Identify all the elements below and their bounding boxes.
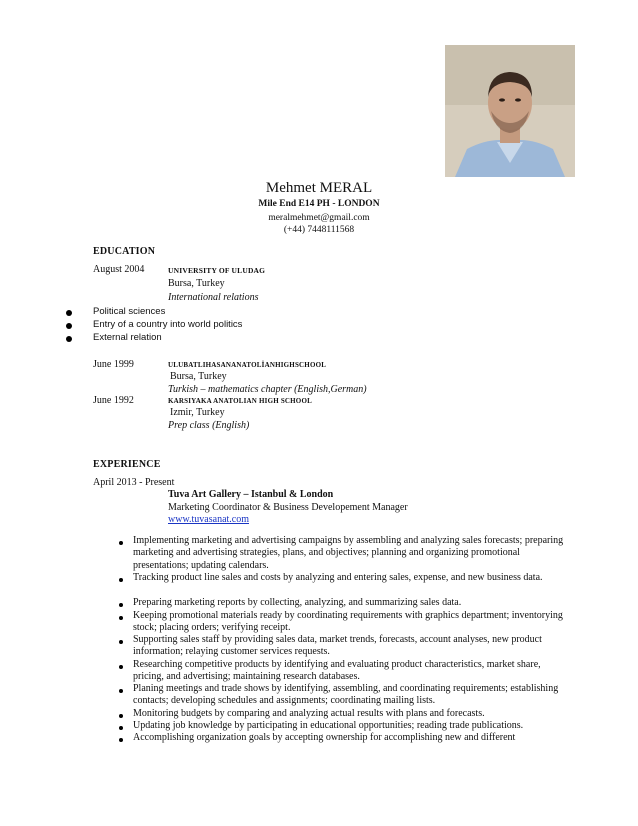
- hs1-city: Bursa, Turkey: [170, 371, 227, 382]
- uni-date: August 2004: [93, 264, 145, 275]
- hs1-name: ULUBATLIHASANANATOLİANHIGHSCHOOL: [168, 361, 327, 369]
- experience-heading: EXPERIENCE: [93, 459, 161, 470]
- bullet-icon: [119, 665, 123, 669]
- hs2-date: June 1992: [93, 395, 134, 406]
- exp-bullet-1: Implementing marketing and advertising campaigns by assembling and analyzing sales forecasts; preparing marketing and advertising strategies, plans, and objectives; planning and organizing promotional presentations; updating calendars.: [133, 535, 564, 571]
- exp-bullet-3: Preparing marketing reports by collecting, analyzing, and summarizing sales data.: [133, 597, 462, 608]
- exp-bullet-9: Updating job knowledge by participating in educational opportunities; reading trade publications.: [133, 720, 524, 731]
- bullet-icon: [119, 541, 123, 545]
- bullet-icon: [66, 336, 72, 342]
- phone: (+44) 7448111568: [283, 225, 355, 235]
- profile-photo: [445, 45, 575, 177]
- bullet-icon: [119, 689, 123, 693]
- exp-role: Marketing Coordinator & Business Developement Manager: [168, 502, 408, 513]
- company-website-link[interactable]: www.tuvasanat.com: [168, 514, 249, 525]
- hs1-date: June 1999: [93, 359, 134, 370]
- bullet-icon: [66, 323, 72, 329]
- edu-bullet-2: Entry of a country into world politics: [93, 319, 243, 330]
- bullet-icon: [119, 578, 123, 582]
- bullet-icon: [119, 640, 123, 644]
- hs2-name: KARSIYAKA ANATOLIAN HIGH SCHOOL: [168, 397, 312, 405]
- exp-date: April 2013 - Present: [93, 477, 175, 488]
- exp-bullet-7: Planing meetings and trade shows by identifying, assembling, and coordinating requirements; establishing contacts; developing schedules and assignments; coordinating mailing lists.: [133, 683, 559, 707]
- bullet-icon: [119, 616, 123, 620]
- exp-bullet-4: Keeping promotional materials ready by coordinating requirements with graphics department; inventorying stock; placing orders; verifying receipt.: [133, 610, 563, 634]
- uni-city: Bursa, Turkey: [168, 278, 225, 289]
- hs1-note: Turkish – mathematics chapter (English,German): [168, 384, 367, 395]
- bullet-icon: [66, 310, 72, 316]
- exp-bullet-5: Supporting sales staff by providing sales data, market trends, forecasts, account analyses, new product information; relaying customer services requests.: [133, 634, 542, 658]
- uni-field: International relations: [168, 292, 259, 303]
- bullet-icon: [119, 714, 123, 718]
- education-heading: EDUCATION: [93, 246, 156, 257]
- exp-bullet-10: Accomplishing organization goals by accepting ownership for accomplishing new and different: [133, 732, 516, 743]
- bullet-icon: [119, 738, 123, 742]
- address: Mile End E14 PH - LONDON: [258, 199, 380, 209]
- person-name: Mehmet MERAL: [265, 180, 373, 196]
- hs2-note: Prep class (English): [168, 420, 250, 431]
- bullet-icon: [119, 603, 123, 607]
- exp-bullet-6: Researching competitive products by identifying and evaluating product characteristics, market share, pricing, and advertising; maintaining research databases.: [133, 659, 541, 683]
- exp-bullet-2: Tracking product line sales and costs by analyzing and entering sales, expense, and new business data.: [133, 572, 543, 583]
- bullet-icon: [119, 726, 123, 730]
- hs2-city: Izmir, Turkey: [170, 407, 225, 418]
- email: meralmehmet@gmail.com: [268, 213, 370, 223]
- exp-company: Tuva Art Gallery – Istanbul & London: [168, 489, 334, 500]
- exp-bullet-8: Monitoring budgets by comparing and analyzing actual results with plans and forecasts.: [133, 708, 485, 719]
- edu-bullet-3: External relation: [93, 332, 162, 343]
- edu-bullet-1: Political sciences: [93, 306, 166, 317]
- uni-name: UNIVERSITY OF ULUDAG: [168, 266, 266, 275]
